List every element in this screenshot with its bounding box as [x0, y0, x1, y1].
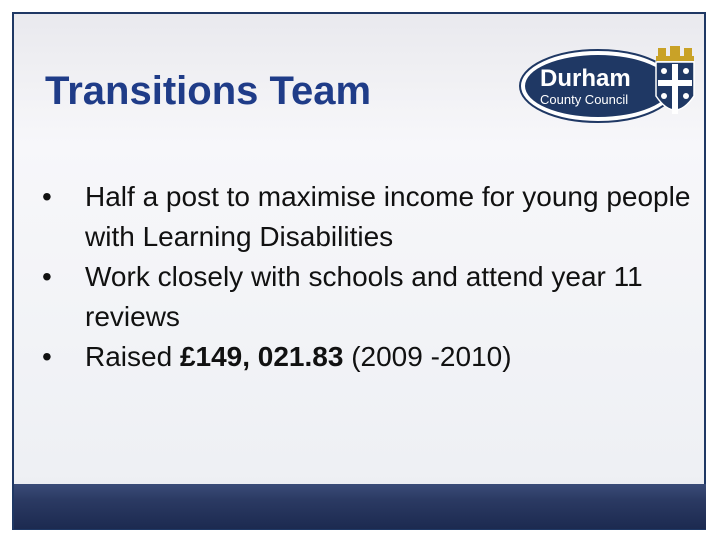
- footer-date: 19 March 2018: [43, 533, 137, 549]
- footer-bar: [14, 484, 706, 529]
- bullet-marker: •: [42, 261, 52, 292]
- bullet-marker: •: [42, 341, 52, 372]
- bullet-3-text-prefix: Raised: [85, 341, 180, 372]
- bullet-3-amount: £149, 021.83: [179, 341, 344, 372]
- bullet-item-2: [42, 257, 702, 337]
- bullet-list: [42, 177, 702, 377]
- bullet-2-text: Work closely with schools and attend year 11 reviews: [85, 261, 643, 332]
- footer-event: NAWRA June 2010: [200, 533, 321, 549]
- slide-title: Transitions Team: [45, 69, 372, 113]
- logo-text-county-council: County Council: [540, 92, 629, 107]
- bullet-item-3: [42, 337, 702, 377]
- bullet-marker: •: [42, 181, 52, 212]
- durham-county-council-logo: [518, 44, 708, 128]
- bullet-item-1: [42, 177, 702, 257]
- bullet-3-text-suffix: (2009 -2010): [343, 341, 512, 372]
- footer-page-number: 19: [663, 533, 679, 549]
- logo-text-durham: Durham: [540, 65, 631, 92]
- bullet-1-text: Half a post to maximise income for young people with Learning Disabilities: [85, 181, 691, 252]
- slide: [12, 12, 706, 530]
- coat-of-arms-icon: [656, 46, 694, 114]
